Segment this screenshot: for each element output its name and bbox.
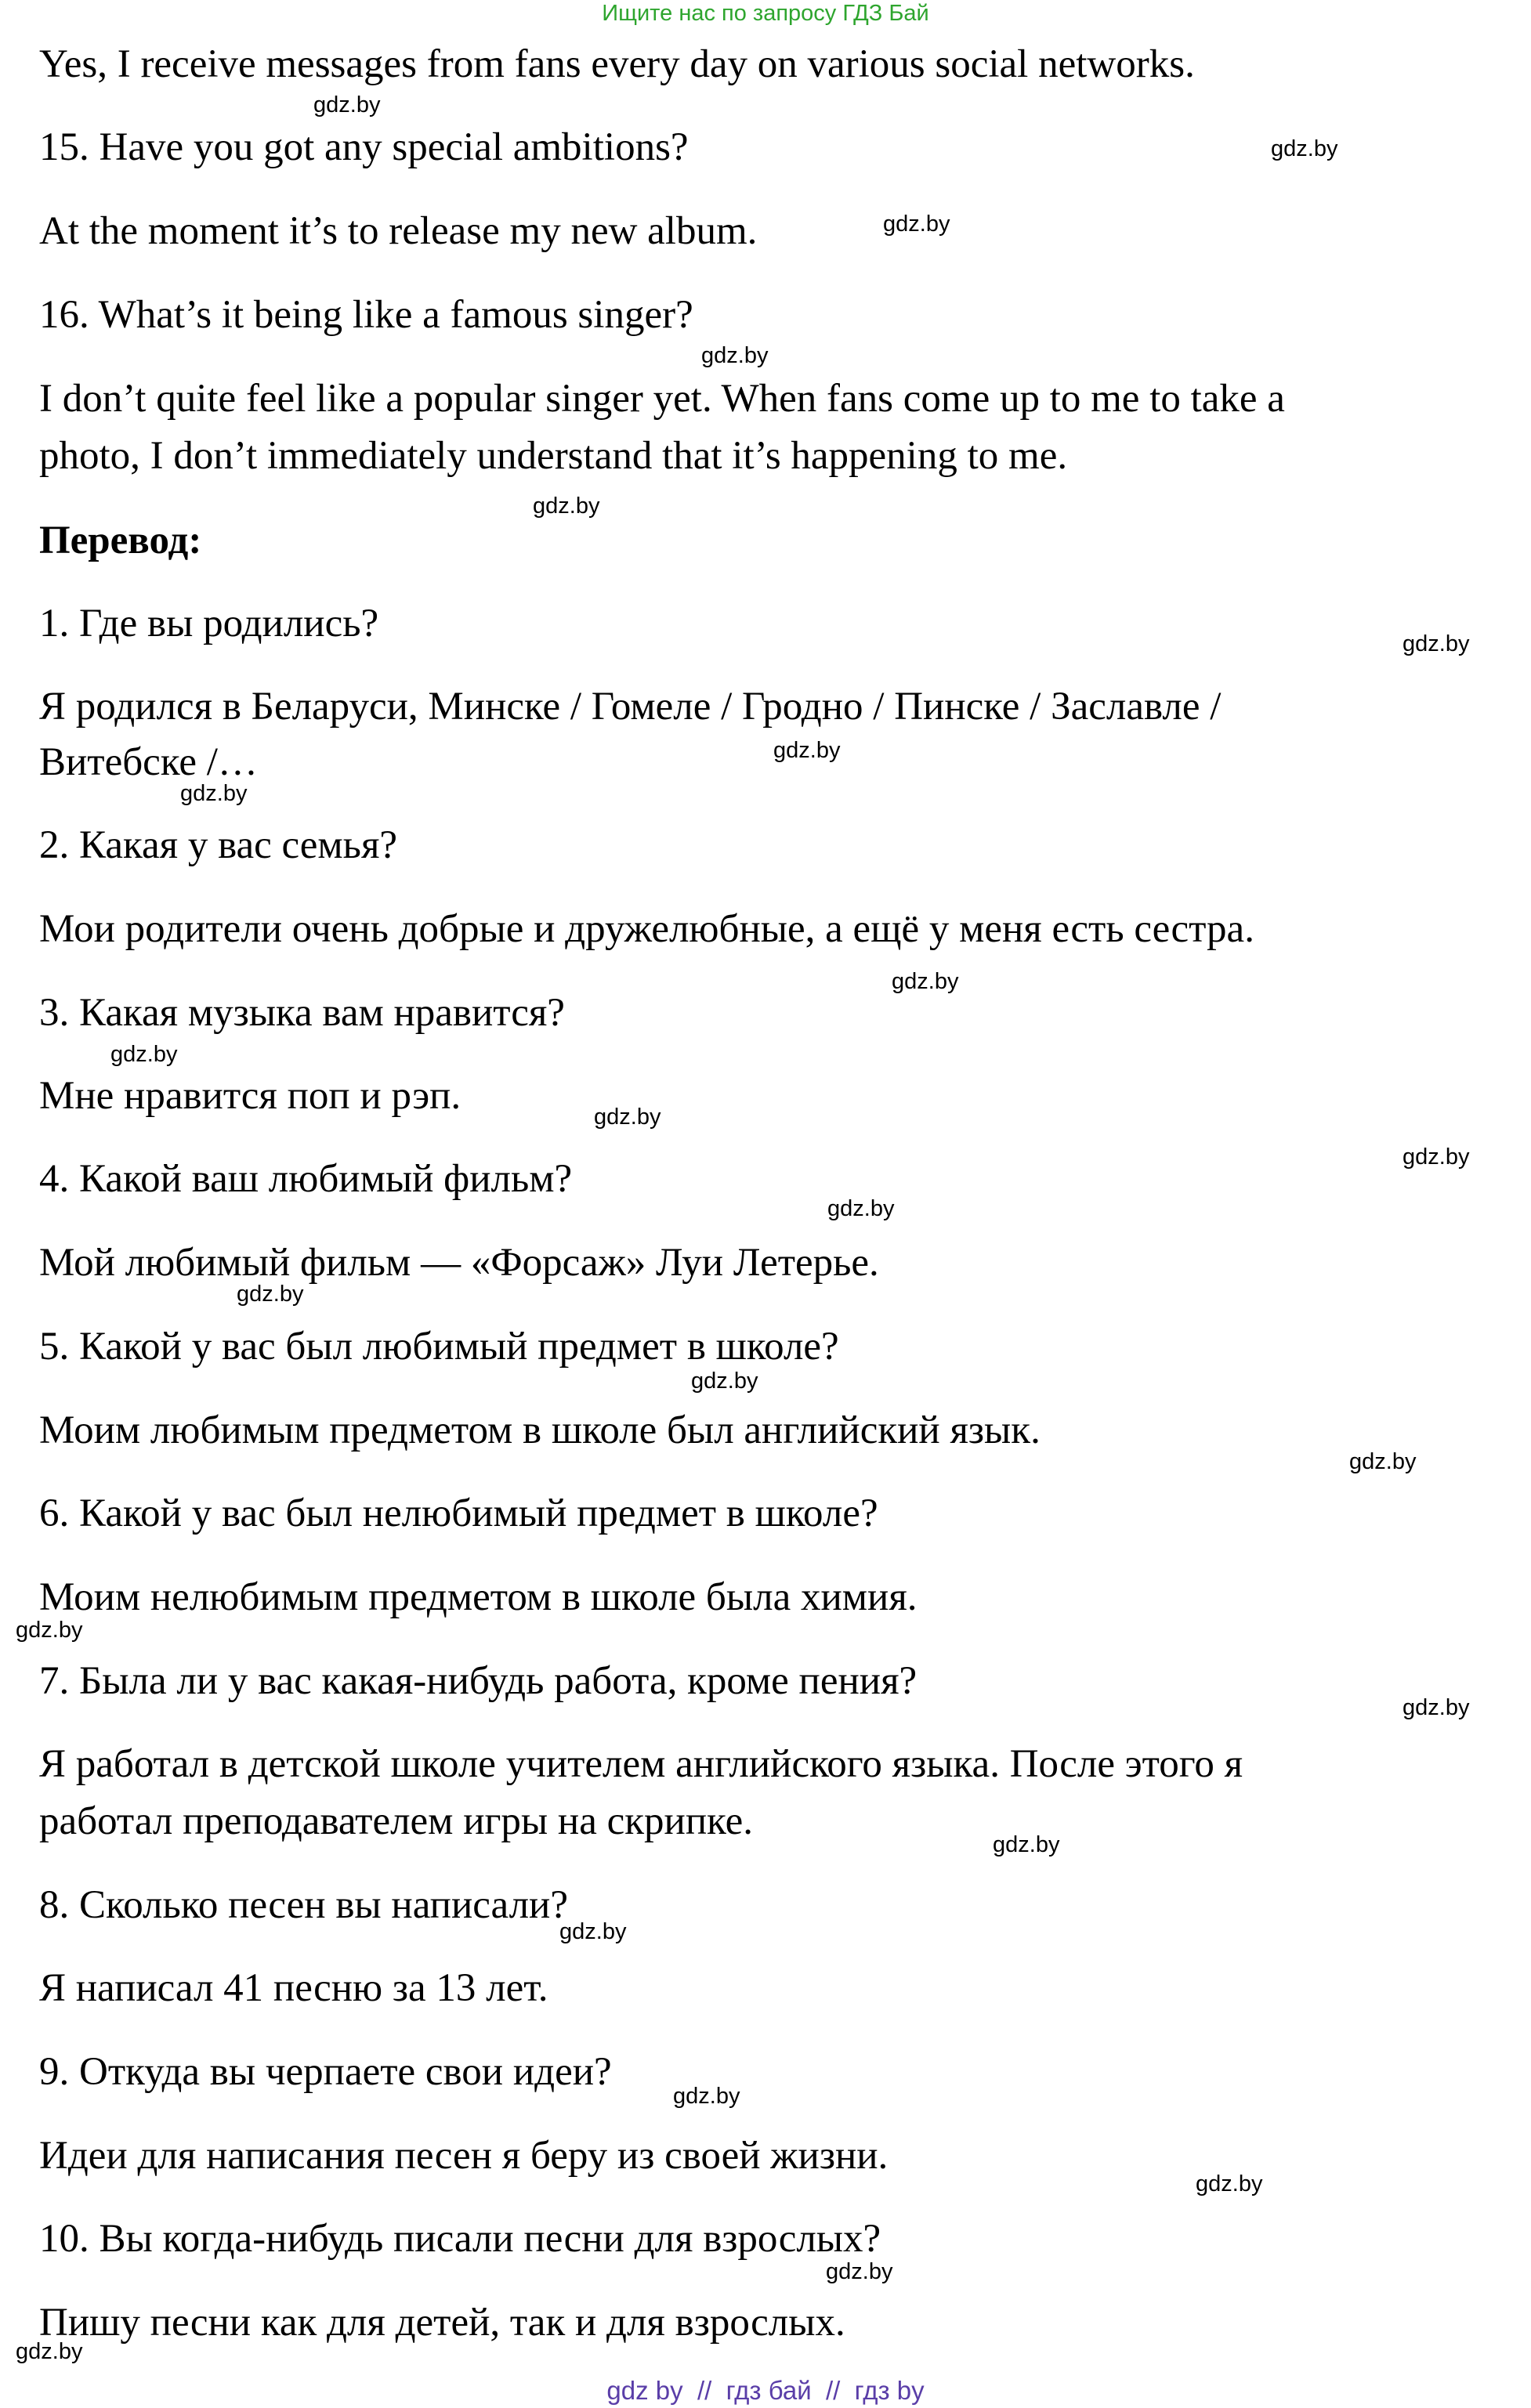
watermark: gdz.by <box>993 1832 1060 1857</box>
watermark: gdz.by <box>559 1919 627 1944</box>
watermark: gdz.by <box>883 212 950 237</box>
watermark: gdz.by <box>16 2339 83 2364</box>
watermark: gdz.by <box>16 1618 83 1643</box>
text-line-17: 5. Какой у вас был любимый предмет в школе? <box>39 1325 839 1369</box>
text-line-01: Yes, I receive messages from fans every day on various social networks. <box>39 42 1195 86</box>
text-line-10: Витебске /… <box>39 740 258 784</box>
top-banner[interactable]: Ищите нас по запросу ГДЗ Бай <box>602 1 929 26</box>
text-line-15: 4. Какой ваш любимый фильм? <box>39 1157 573 1201</box>
text-line-28: 10. Вы когда-нибудь писали песни для взрослых? <box>39 2217 881 2261</box>
watermark: gdz.by <box>180 781 248 806</box>
watermark: gdz.by <box>1403 1695 1470 1720</box>
text-line-14: Мне нравится поп и рэп. <box>39 1074 461 1118</box>
bottom-banner[interactable]: gdz by // гдз бай // гдз by <box>606 2376 925 2405</box>
text-line-04: 16. What’s it being like a famous singer? <box>39 293 693 337</box>
watermark: gdz.by <box>892 969 959 994</box>
text-line-12: Мои родители очень добрые и дружелюбные, а ещё у меня есть сестра. <box>39 907 1254 951</box>
translation-heading: Перевод: <box>39 519 202 562</box>
watermark: gdz.by <box>533 494 600 519</box>
text-line-02: 15. Have you got any special ambitions? <box>39 125 689 169</box>
watermark: gdz.by <box>1349 1449 1417 1474</box>
text-line-20: Моим нелюбимым предметом в школе была химия. <box>39 1575 918 1619</box>
watermark: gdz.by <box>110 1042 178 1067</box>
watermark: gdz.by <box>701 343 769 368</box>
watermark: gdz.by <box>827 1196 895 1221</box>
watermark: gdz.by <box>773 738 841 763</box>
text-line-06: photo, I don’t immediately understand that it’s happening to me. <box>39 434 1068 478</box>
text-line-27: Идеи для написания песен я беру из своей жизни. <box>39 2134 889 2178</box>
text-line-29: Пишу песни как для детей, так и для взрослых. <box>39 2301 845 2345</box>
watermark: gdz.by <box>1271 136 1338 161</box>
text-line-13: 3. Какая музыка вам нравится? <box>39 991 565 1035</box>
watermark: gdz.by <box>673 2084 740 2109</box>
text-line-05: I don’t quite feel like a popular singer yet. When fans come up to me to take a <box>39 377 1285 421</box>
text-line-16: Мой любимый фильм — «Форсаж» Луи Летерье. <box>39 1241 879 1285</box>
text-line-09: Я родился в Беларуси, Минске / Гомеле / Гродно / Пинске / Заславле / <box>39 685 1222 729</box>
text-line-23: работал преподавателем игры на скрипке. <box>39 1799 754 1843</box>
watermark: gdz.by <box>594 1105 661 1130</box>
text-line-22: Я работал в детской школе учителем английского языка. После этого я <box>39 1742 1243 1786</box>
watermark: gdz.by <box>691 1369 758 1394</box>
text-line-26: 9. Откуда вы черпаете свои идеи? <box>39 2050 612 2094</box>
text-line-18: Моим любимым предметом в школе был английский язык. <box>39 1408 1041 1452</box>
watermark: gdz.by <box>237 1282 304 1307</box>
text-line-03: At the moment it’s to release my new album. <box>39 209 758 253</box>
watermark: gdz.by <box>313 92 381 118</box>
watermark: gdz.by <box>1403 631 1470 656</box>
text-line-24: 8. Сколько песен вы написали? <box>39 1883 568 1927</box>
text-line-08: 1. Где вы родились? <box>39 602 379 645</box>
watermark: gdz.by <box>1196 2171 1263 2196</box>
text-line-11: 2. Какая у вас семья? <box>39 823 398 867</box>
text-line-19: 6. Какой у вас был нелюбимый предмет в школе? <box>39 1491 878 1535</box>
text-line-25: Я написал 41 песню за 13 лет. <box>39 1966 548 2010</box>
watermark: gdz.by <box>1403 1144 1470 1170</box>
text-line-21: 7. Была ли у вас какая-нибудь работа, кроме пения? <box>39 1659 918 1703</box>
watermark: gdz.by <box>826 2259 893 2284</box>
